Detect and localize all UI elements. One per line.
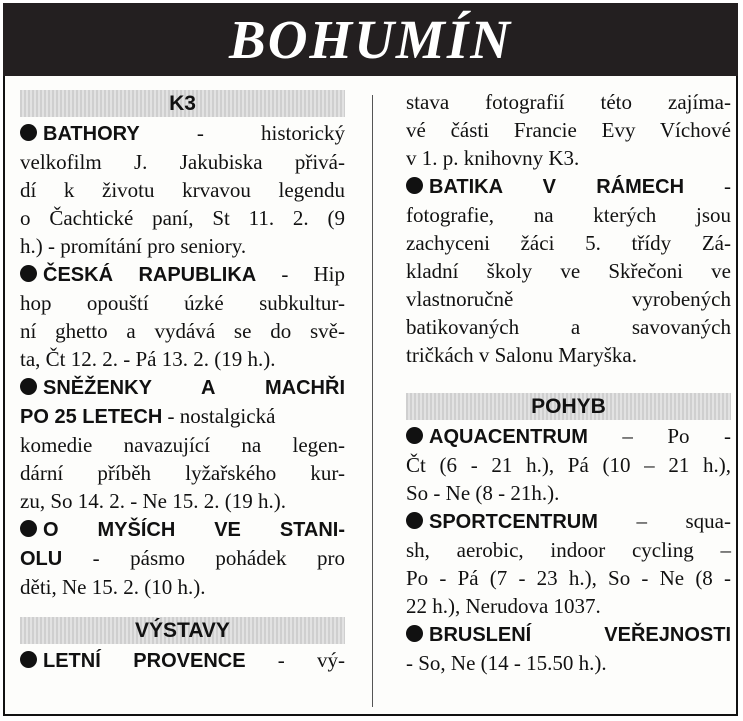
town-title: BOHUMÍN (229, 9, 512, 70)
listing-title-cont: OLU (20, 548, 63, 570)
bullet-icon (406, 512, 423, 529)
column-divider (372, 95, 373, 707)
bullet-icon (20, 520, 37, 537)
listing-title: SNĚŽENKY A MACHŘI (43, 377, 345, 399)
listing-continuation-letni-provence: stava fotografií této zajíma- vé části Francie Evy Víchové v 1. p. knihovny K3. (406, 90, 731, 170)
bullet-icon (406, 625, 423, 642)
section-heading-k3: K3 (20, 90, 345, 117)
listing-title: BATIKA V RÁMECH (429, 176, 685, 198)
section-heading-pohyb: POHYB (406, 393, 731, 420)
right-column (406, 88, 731, 677)
section-heading-vystavy: VÝSTAVY (20, 617, 345, 644)
bullet-icon (406, 177, 423, 194)
listing-item-sportcentrum: SPORTCENTRUM – squa- sh, aerobic, indoor cycling – Po - Pá (7 - 23 h.), So - Ne (8 - 22 h.), Nerudova 1037. (406, 509, 731, 618)
bullet-icon (20, 651, 37, 668)
listing-title-cont: PO 25 LETECH (20, 406, 163, 428)
listing-title: SPORTCENTRUM (429, 511, 598, 533)
listing-item-snezenky: SNĚŽENKY A MACHŘI PO 25 LETECH - nostalgická komedie navazující na legen- dární příběh lyžařského kur- zu, So 14. 2. - Ne 15. 2. (19 h.). (20, 377, 345, 513)
listing-item-letni-provence: LETNÍ PROVENCE - vý- (20, 646, 345, 675)
bullet-icon (20, 378, 37, 395)
bullet-icon (20, 265, 37, 282)
listing-title: BATHORY (43, 123, 140, 145)
listing-item-brusleni: BRUSLENÍ VEŘEJNOSTI - So, Ne (14 - 15.50 h.). (406, 624, 731, 675)
listing-title: BRUSLENÍ VEŘEJNOSTI (429, 624, 731, 646)
listing-item-aquacentrum: AQUACENTRUM – Po - Čt (6 - 21 h.), Pá (10 – 21 h.), So - Ne (8 - 21h.). (406, 424, 731, 505)
left-column (20, 90, 345, 675)
listing-item-o-mysich: O MYŠÍCH VE STANI- OLU - pásmo pohádek pro děti, Ne 15. 2. (10 h.). (20, 519, 345, 599)
bullet-icon (406, 427, 423, 444)
bullet-icon (20, 124, 37, 141)
masthead (3, 3, 738, 76)
listing-title: AQUACENTRUM (429, 426, 588, 448)
listing-item-bathory: BATHORY - historický velkofilm J. Jakubiska přivá- dí k životu krvavou legendu o Čachtické paní, St 11. 2. (9 h.) - promítání pro seniory. (20, 121, 345, 258)
listing-title: O MYŠÍCH VE STANI- (43, 519, 345, 541)
listing-title: ČESKÁ RAPUBLIKA (43, 264, 257, 286)
listing-item-ceska-rapublika: ČESKÁ RAPUBLIKA - Hip hop opouští úzké subkultur- ní ghetto a vydává se do svě- ta, Čt 12. 2. - Pá 13. 2. (19 h.). (20, 262, 345, 371)
listing-title: LETNÍ PROVENCE (43, 650, 246, 672)
listing-item-batika: BATIKA V RÁMECH - fotografie, na kterých jsou zachyceni žáci 5. třídy Zá- kladní školy ve Skřečoni ve vlastnoručně vyrobených batikovaných a savovaných tričkách v Salonu Maryška. (406, 174, 731, 367)
